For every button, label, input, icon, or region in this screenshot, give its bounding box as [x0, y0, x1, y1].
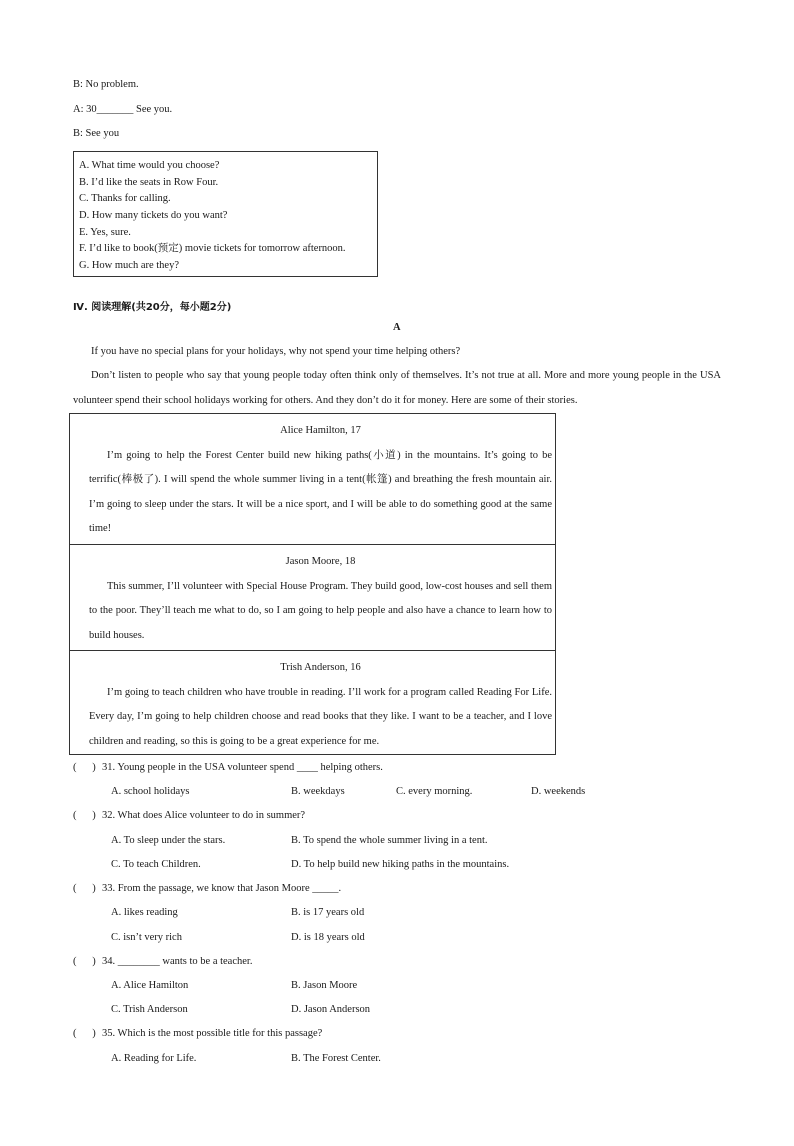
story-text: I’m going to teach children who have trouble in reading. I’ll work for a program called Reading For Life. Every day, I’m going to help children choose and read books that they like. I want to be a teacher, and I love children and reading, so this is going to be a great experience for me. — [89, 686, 552, 747]
answer-blank[interactable]: ( ) — [73, 1028, 96, 1039]
answer-options-box — [73, 151, 378, 277]
story-author: Jason Moore, 18 — [285, 556, 356, 567]
choice: D. To help build new hiking paths in the mountains. — [291, 859, 510, 870]
choice: B. is 17 years old — [291, 907, 365, 918]
question-34 — [73, 956, 252, 967]
option-item: E. Yes, sure. — [79, 226, 131, 238]
section-title: Ⅳ. 阅读理解(共20分，每小题2分) — [73, 302, 232, 313]
answer-blank[interactable]: ( ) — [73, 762, 96, 773]
choice: C. isn’t very rich — [111, 932, 182, 943]
option-item: C. Thanks for calling. — [79, 193, 171, 205]
option-item: G. How much are they? — [79, 260, 180, 272]
choice: B. weekdays — [291, 786, 345, 797]
story-card — [70, 544, 555, 650]
choice: C. Trish Anderson — [111, 1004, 188, 1015]
choice: B. Jason Moore — [291, 980, 358, 991]
stories-box — [69, 413, 556, 755]
choice: D. weekends — [531, 786, 586, 797]
answer-blank[interactable]: ( ) — [73, 956, 96, 967]
choice: A. likes reading — [111, 907, 178, 918]
choice: C. every morning. — [396, 786, 473, 797]
dialogue-line: B: See you — [73, 128, 120, 139]
story-card — [70, 650, 555, 754]
question-stem: 31. Young people in the USA volunteer spend ____ helping others. — [102, 762, 383, 773]
passage-label: A — [393, 322, 401, 333]
option-item: D. How many tickets do you want? — [79, 210, 228, 222]
choice: D. is 18 years old — [291, 932, 365, 943]
option-item: B. I’d like the seats in Row Four. — [79, 176, 219, 188]
dialogue-line: A: 30_______ See you. — [73, 104, 173, 115]
question-stem: 33. From the passage, we know that Jason Moore _____. — [102, 883, 342, 894]
question-33 — [73, 883, 341, 894]
story-author: Alice Hamilton, 17 — [280, 425, 361, 436]
choice: C. To teach Children. — [111, 859, 201, 870]
choice: B. The Forest Center. — [291, 1053, 381, 1064]
option-item: A. What time would you choose? — [79, 160, 220, 171]
intro-paragraph: Don’t listen to people who say that young people today often think only of themselves. It’s not true at all. More and more young people in the USA volunteer spend their school holidays working for others. And they don’t do it for money. Here are some of their stories. — [73, 370, 721, 406]
choice: B. To spend the whole summer living in a tent. — [291, 835, 488, 846]
choice: A. school holidays — [111, 786, 190, 797]
question-35 — [73, 1028, 322, 1039]
story-card — [70, 414, 555, 544]
option-item: F. I’d like to book(预定) movie tickets for tomorrow afternoon. — [79, 243, 346, 255]
story-text: This summer, I’ll volunteer with Special House Program. They build good, low-cost houses and sell them to the poor. They’ll teach me what to do, so I am going to help people and also have a chance to learn how to build houses. — [89, 580, 552, 641]
choice: A. Reading for Life. — [111, 1053, 197, 1064]
choice: A. Alice Hamilton — [111, 980, 189, 991]
question-31 — [73, 762, 383, 773]
question-32 — [73, 810, 305, 821]
question-stem: 35. Which is the most possible title for this passage? — [102, 1028, 323, 1039]
dialogue-line: B: No problem. — [73, 79, 139, 90]
answer-blank[interactable]: ( ) — [73, 810, 96, 821]
intro-paragraph: If you have no special plans for your holidays, why not spend your time helping others? — [91, 346, 461, 357]
answer-blank[interactable]: ( ) — [73, 883, 96, 894]
question-stem: 32. What does Alice volunteer to do in summer? — [102, 810, 306, 821]
story-author: Trish Anderson, 16 — [280, 662, 361, 673]
story-text: I’m going to help the Forest Center build new hiking paths(小道) in the mountains. It’s going to be terrific(棒极了). I will spend the whole summer living in a tent(帐篷) and breathing the fresh mountain air. I’m going to sleep under the stars. It will be a nice sport, and I will be able to do something good at the same time! — [89, 449, 552, 534]
choice: A. To sleep under the stars. — [111, 835, 226, 846]
choice: D. Jason Anderson — [291, 1004, 371, 1015]
question-stem: 34. ________ wants to be a teacher. — [102, 956, 253, 967]
